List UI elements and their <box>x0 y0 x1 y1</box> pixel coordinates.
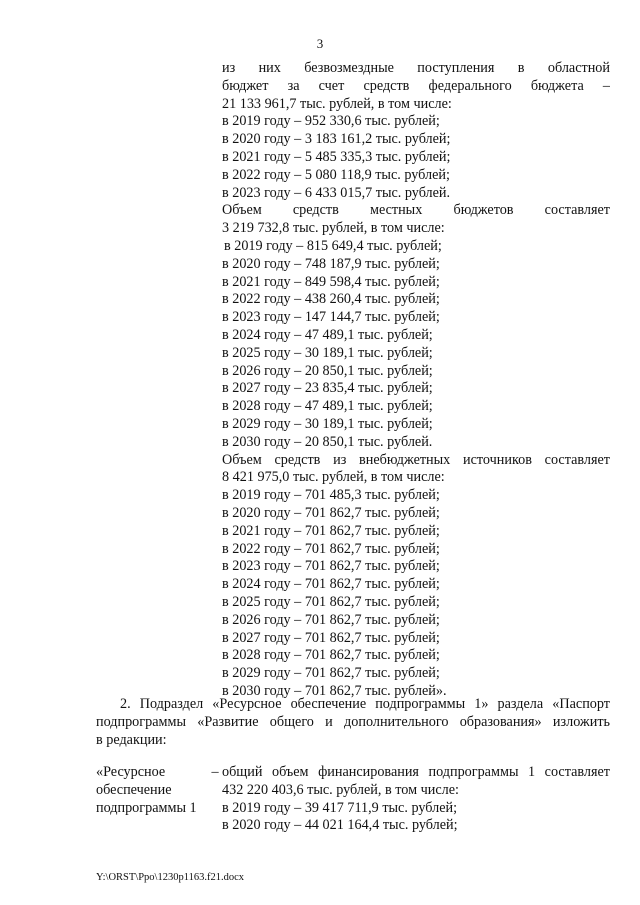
extrabudget-line-2: 8 421 975,0 тыс. рублей, в том числе: <box>222 469 445 486</box>
page-number: 3 <box>316 36 324 51</box>
federal-year: в 2023 году – 6 433 015,7 тыс. рублей. <box>222 184 451 201</box>
section-2-line-3: в редакции: <box>96 731 167 748</box>
federal-line-3: 21 133 961,7 тыс. рублей, в том числе: <box>222 95 452 112</box>
extrabudget-year: в 2019 году – 701 485,3 тыс. рублей; <box>222 487 440 504</box>
section-2-line-1: 2. Подраздел «Ресурсное обеспечение подпрограммы 1» раздела «Паспорт <box>120 696 610 712</box>
local-year: в 2027 году – 23 835,4 тыс. рублей; <box>222 380 433 397</box>
extrabudget-year: в 2030 году – 701 862,7 тыс. рублей». <box>222 682 447 699</box>
local-year: в 2021 году – 849 598,4 тыс. рублей; <box>222 273 440 290</box>
extrabudget-line-1: Объем средств из внебюджетных источников составляет <box>222 451 610 468</box>
row-content-line-1: общий объем финансирования подпрограммы 1 составляет <box>222 764 610 780</box>
extrabudget-year: в 2026 году – 701 862,7 тыс. рублей; <box>222 611 440 628</box>
row-heading-line: подпрограммы 1 <box>96 799 197 816</box>
extrabudget-year: в 2029 году – 701 862,7 тыс. рублей; <box>222 665 440 682</box>
section-2-line-2: подпрограммы «Развитие общего и дополнительного образования» изложить <box>96 713 610 730</box>
row-heading <box>96 764 206 817</box>
row-year: в 2020 году – 44 021 164,4 тыс. рублей; <box>222 817 458 834</box>
row-heading-line: «Ресурсное <box>96 764 166 780</box>
funding-sources-column <box>222 60 610 701</box>
extrabudget-year: в 2027 году – 701 862,7 тыс. рублей; <box>222 629 440 646</box>
local-year: в 2023 году – 147 144,7 тыс. рублей; <box>222 309 440 326</box>
extrabudget-year: в 2024 году – 701 862,7 тыс. рублей; <box>222 576 440 593</box>
row-content-line-2: 432 220 403,6 тыс. рублей, в том числе: <box>222 781 459 798</box>
extrabudget-year: в 2028 году – 701 862,7 тыс. рублей; <box>222 647 440 664</box>
local-year: в 2025 году – 30 189,1 тыс. рублей; <box>222 344 433 361</box>
local-year: в 2019 году – 815 649,4 тыс. рублей; <box>224 237 442 254</box>
local-year: в 2030 году – 20 850,1 тыс. рублей. <box>222 433 433 450</box>
federal-year: в 2022 году – 5 080 118,9 тыс. рублей; <box>222 166 450 183</box>
local-year: в 2028 году – 47 489,1 тыс. рублей; <box>222 398 433 415</box>
local-year: в 2020 году – 748 187,9 тыс. рублей; <box>222 255 440 272</box>
extrabudget-year: в 2022 году – 701 862,7 тыс. рублей; <box>222 540 440 557</box>
local-year: в 2022 году – 438 260,4 тыс. рублей; <box>222 291 440 308</box>
federal-budget-block <box>222 60 610 202</box>
local-line-1: Объем средств местных бюджетов составляет <box>222 202 610 219</box>
local-line-2: 3 219 732,8 тыс. рублей, в том числе: <box>222 220 445 237</box>
row-dash: – <box>211 764 219 780</box>
federal-line-2: бюджет за счет средств федерального бюджета – <box>222 77 610 94</box>
federal-year: в 2019 году – 952 330,6 тыс. рублей; <box>222 113 440 130</box>
federal-year: в 2021 году – 5 485 335,3 тыс. рублей; <box>222 148 451 165</box>
local-year: в 2024 году – 47 489,1 тыс. рублей; <box>222 326 433 343</box>
local-year: в 2029 году – 30 189,1 тыс. рублей; <box>222 415 433 432</box>
row-heading-line: обеспечение <box>96 781 172 798</box>
extrabudget-year: в 2020 году – 701 862,7 тыс. рублей; <box>222 504 440 521</box>
extrabudget-block <box>222 452 610 701</box>
section-2-paragraph <box>96 696 610 749</box>
local-budget-block <box>222 202 610 451</box>
row-year: в 2019 году – 39 417 711,9 тыс. рублей; <box>222 799 458 816</box>
file-path-footer: Y:\ORST\Ppo\1230p1163.f21.docx <box>96 872 244 883</box>
federal-line-1: из них безвозмездные поступления в областной <box>222 60 610 76</box>
extrabudget-year: в 2021 году – 701 862,7 тыс. рублей; <box>222 522 440 539</box>
extrabudget-year: в 2023 году – 701 862,7 тыс. рублей; <box>222 558 440 575</box>
local-year: в 2026 году – 20 850,1 тыс. рублей; <box>222 362 433 379</box>
extrabudget-year: в 2025 году – 701 862,7 тыс. рублей; <box>222 593 440 610</box>
row-content <box>222 764 610 835</box>
federal-year: в 2020 году – 3 183 161,2 тыс. рублей; <box>222 131 451 148</box>
